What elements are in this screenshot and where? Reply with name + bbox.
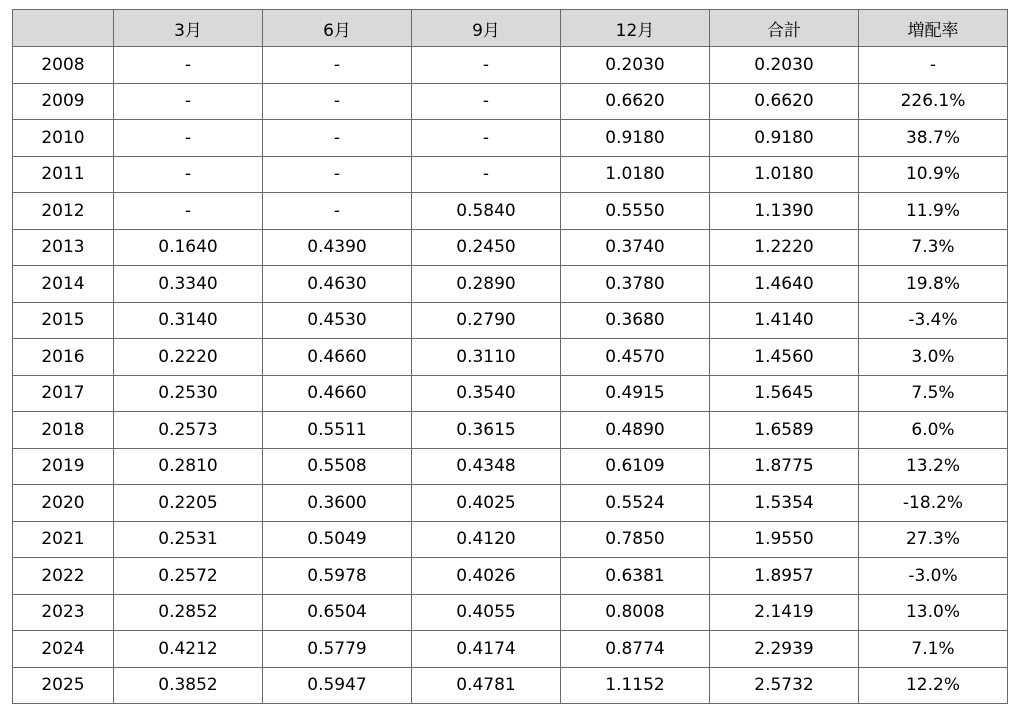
cell-march: - bbox=[114, 47, 263, 84]
header-september: 9月 bbox=[412, 10, 561, 47]
header-total: 合計 bbox=[710, 10, 859, 47]
cell-september: 0.5840 bbox=[412, 193, 561, 230]
cell-june: - bbox=[263, 156, 412, 193]
cell-growth-rate: 38.7% bbox=[859, 120, 1008, 157]
cell-year: 2020 bbox=[13, 485, 114, 522]
cell-december: 0.3780 bbox=[561, 266, 710, 303]
cell-growth-rate: 13.2% bbox=[859, 448, 1008, 485]
cell-december: 0.5524 bbox=[561, 485, 710, 522]
cell-total: 0.6620 bbox=[710, 83, 859, 120]
cell-march: 0.2852 bbox=[114, 594, 263, 631]
cell-march: 0.2220 bbox=[114, 339, 263, 376]
cell-year: 2012 bbox=[13, 193, 114, 230]
cell-total: 1.6589 bbox=[710, 412, 859, 449]
cell-march: 0.1640 bbox=[114, 229, 263, 266]
table-body bbox=[13, 47, 1008, 704]
table-row bbox=[13, 47, 1008, 84]
cell-march: 0.3140 bbox=[114, 302, 263, 339]
cell-june: 0.5978 bbox=[263, 558, 412, 595]
cell-growth-rate: 7.1% bbox=[859, 631, 1008, 668]
cell-june: - bbox=[263, 120, 412, 157]
cell-year: 2024 bbox=[13, 631, 114, 668]
cell-year: 2016 bbox=[13, 339, 114, 376]
cell-september: 0.2790 bbox=[412, 302, 561, 339]
cell-june: 0.5511 bbox=[263, 412, 412, 449]
cell-june: 0.5947 bbox=[263, 667, 412, 704]
cell-march: 0.2572 bbox=[114, 558, 263, 595]
cell-december: 0.6620 bbox=[561, 83, 710, 120]
cell-march: - bbox=[114, 156, 263, 193]
cell-september: - bbox=[412, 156, 561, 193]
table-row bbox=[13, 558, 1008, 595]
table-row bbox=[13, 156, 1008, 193]
table-row bbox=[13, 302, 1008, 339]
table-row bbox=[13, 485, 1008, 522]
cell-june: 0.4390 bbox=[263, 229, 412, 266]
cell-december: 0.8774 bbox=[561, 631, 710, 668]
cell-june: 0.3600 bbox=[263, 485, 412, 522]
cell-september: 0.4025 bbox=[412, 485, 561, 522]
cell-total: 2.2939 bbox=[710, 631, 859, 668]
cell-september: 0.3110 bbox=[412, 339, 561, 376]
cell-year: 2019 bbox=[13, 448, 114, 485]
cell-june: 0.5779 bbox=[263, 631, 412, 668]
cell-september: 0.2890 bbox=[412, 266, 561, 303]
cell-total: 2.5732 bbox=[710, 667, 859, 704]
cell-growth-rate: -3.4% bbox=[859, 302, 1008, 339]
cell-growth-rate: 7.3% bbox=[859, 229, 1008, 266]
cell-june: 0.6504 bbox=[263, 594, 412, 631]
cell-total: 1.4560 bbox=[710, 339, 859, 376]
header-june: 6月 bbox=[263, 10, 412, 47]
cell-total: 1.8957 bbox=[710, 558, 859, 595]
cell-december: 0.9180 bbox=[561, 120, 710, 157]
cell-september: 0.3540 bbox=[412, 375, 561, 412]
cell-june: 0.4630 bbox=[263, 266, 412, 303]
cell-growth-rate: -18.2% bbox=[859, 485, 1008, 522]
cell-year: 2014 bbox=[13, 266, 114, 303]
cell-growth-rate: 226.1% bbox=[859, 83, 1008, 120]
cell-total: 1.1390 bbox=[710, 193, 859, 230]
cell-december: 1.0180 bbox=[561, 156, 710, 193]
table-row bbox=[13, 193, 1008, 230]
cell-december: 0.3680 bbox=[561, 302, 710, 339]
table-row bbox=[13, 339, 1008, 376]
cell-year: 2015 bbox=[13, 302, 114, 339]
cell-june: 0.4660 bbox=[263, 375, 412, 412]
cell-growth-rate: 13.0% bbox=[859, 594, 1008, 631]
table-row bbox=[13, 521, 1008, 558]
table-row bbox=[13, 120, 1008, 157]
cell-march: 0.3852 bbox=[114, 667, 263, 704]
cell-december: 0.6381 bbox=[561, 558, 710, 595]
cell-total: 1.5645 bbox=[710, 375, 859, 412]
cell-growth-rate: 27.3% bbox=[859, 521, 1008, 558]
cell-december: 0.3740 bbox=[561, 229, 710, 266]
dividend-table-container bbox=[12, 9, 1008, 704]
cell-growth-rate: 11.9% bbox=[859, 193, 1008, 230]
cell-year: 2017 bbox=[13, 375, 114, 412]
cell-march: 0.2810 bbox=[114, 448, 263, 485]
cell-year: 2018 bbox=[13, 412, 114, 449]
cell-total: 1.9550 bbox=[710, 521, 859, 558]
cell-growth-rate: -3.0% bbox=[859, 558, 1008, 595]
cell-year: 2011 bbox=[13, 156, 114, 193]
cell-december: 0.6109 bbox=[561, 448, 710, 485]
cell-september: 0.2450 bbox=[412, 229, 561, 266]
cell-march: - bbox=[114, 83, 263, 120]
cell-june: - bbox=[263, 47, 412, 84]
cell-december: 1.1152 bbox=[561, 667, 710, 704]
header-year bbox=[13, 10, 114, 47]
cell-december: 0.7850 bbox=[561, 521, 710, 558]
cell-total: 1.4140 bbox=[710, 302, 859, 339]
table-row bbox=[13, 229, 1008, 266]
cell-year: 2023 bbox=[13, 594, 114, 631]
cell-december: 0.8008 bbox=[561, 594, 710, 631]
cell-september: - bbox=[412, 47, 561, 84]
cell-year: 2009 bbox=[13, 83, 114, 120]
cell-growth-rate: 10.9% bbox=[859, 156, 1008, 193]
cell-year: 2021 bbox=[13, 521, 114, 558]
cell-june: 0.5508 bbox=[263, 448, 412, 485]
cell-december: 0.2030 bbox=[561, 47, 710, 84]
cell-total: 1.8775 bbox=[710, 448, 859, 485]
cell-growth-rate: - bbox=[859, 47, 1008, 84]
cell-total: 1.0180 bbox=[710, 156, 859, 193]
cell-total: 1.2220 bbox=[710, 229, 859, 266]
cell-total: 1.5354 bbox=[710, 485, 859, 522]
cell-september: 0.4174 bbox=[412, 631, 561, 668]
table-row bbox=[13, 631, 1008, 668]
cell-september: 0.4781 bbox=[412, 667, 561, 704]
cell-december: 0.4570 bbox=[561, 339, 710, 376]
header-december: 12月 bbox=[561, 10, 710, 47]
cell-september: 0.4348 bbox=[412, 448, 561, 485]
cell-september: 0.3615 bbox=[412, 412, 561, 449]
table-row bbox=[13, 375, 1008, 412]
cell-december: 0.5550 bbox=[561, 193, 710, 230]
cell-june: - bbox=[263, 83, 412, 120]
cell-march: - bbox=[114, 193, 263, 230]
cell-september: 0.4055 bbox=[412, 594, 561, 631]
cell-total: 1.4640 bbox=[710, 266, 859, 303]
cell-march: 0.2531 bbox=[114, 521, 263, 558]
cell-march: 0.2573 bbox=[114, 412, 263, 449]
cell-growth-rate: 19.8% bbox=[859, 266, 1008, 303]
dividend-table bbox=[12, 9, 1008, 704]
cell-june: - bbox=[263, 193, 412, 230]
cell-december: 0.4890 bbox=[561, 412, 710, 449]
cell-total: 2.1419 bbox=[710, 594, 859, 631]
table-row bbox=[13, 412, 1008, 449]
cell-year: 2025 bbox=[13, 667, 114, 704]
cell-march: 0.2530 bbox=[114, 375, 263, 412]
cell-march: 0.4212 bbox=[114, 631, 263, 668]
cell-march: 0.3340 bbox=[114, 266, 263, 303]
table-row bbox=[13, 594, 1008, 631]
cell-march: 0.2205 bbox=[114, 485, 263, 522]
cell-year: 2010 bbox=[13, 120, 114, 157]
table-row bbox=[13, 667, 1008, 704]
cell-december: 0.4915 bbox=[561, 375, 710, 412]
cell-june: 0.4660 bbox=[263, 339, 412, 376]
cell-september: - bbox=[412, 120, 561, 157]
cell-year: 2022 bbox=[13, 558, 114, 595]
cell-march: - bbox=[114, 120, 263, 157]
cell-year: 2013 bbox=[13, 229, 114, 266]
table-row bbox=[13, 448, 1008, 485]
cell-june: 0.5049 bbox=[263, 521, 412, 558]
cell-total: 0.9180 bbox=[710, 120, 859, 157]
cell-june: 0.4530 bbox=[263, 302, 412, 339]
cell-growth-rate: 7.5% bbox=[859, 375, 1008, 412]
cell-growth-rate: 6.0% bbox=[859, 412, 1008, 449]
cell-year: 2008 bbox=[13, 47, 114, 84]
header-march: 3月 bbox=[114, 10, 263, 47]
table-header-row bbox=[13, 10, 1008, 47]
cell-september: 0.4026 bbox=[412, 558, 561, 595]
cell-growth-rate: 3.0% bbox=[859, 339, 1008, 376]
table-row bbox=[13, 83, 1008, 120]
cell-september: - bbox=[412, 83, 561, 120]
cell-september: 0.4120 bbox=[412, 521, 561, 558]
cell-total: 0.2030 bbox=[710, 47, 859, 84]
table-row bbox=[13, 266, 1008, 303]
header-growth-rate: 増配率 bbox=[859, 10, 1008, 47]
cell-growth-rate: 12.2% bbox=[859, 667, 1008, 704]
